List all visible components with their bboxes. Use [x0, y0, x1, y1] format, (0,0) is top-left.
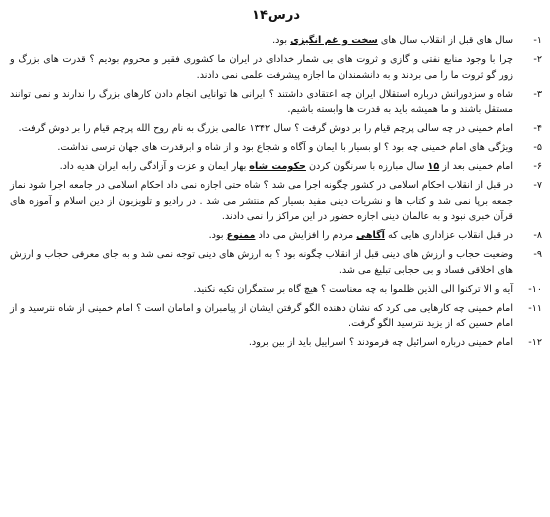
list-item-9	[10, 247, 542, 278]
item-text: شاه و سزدورانش درباره استقلال ایران چه اعتقادی داشتند ؟ ایرانی ها توانایی انجام دادن کارهای بزرگ را ندارند و نمی توانند مستقل باشند و ما همیشه باید به قدرت ها وابسته باشیم.	[10, 88, 513, 115]
list-item-10	[10, 282, 542, 298]
item-number: ۸-	[533, 230, 542, 241]
list-item-6	[10, 159, 542, 175]
item-number: ۴-	[533, 123, 542, 134]
emphasis-text: ممنوع	[226, 230, 256, 241]
emphasis-text: ۱۵	[427, 161, 440, 172]
item-text: وضعیت حجاب و ارزش های دینی قبل از انقلاب چگونه بود ؟ به ارزش های دینی توجه نمی شد و به جای معرفی حجاب و ارزش های اخلاقی فساد و بی حجابی تبلیغ می شد.	[10, 249, 513, 276]
item-number: ۱۰-	[528, 283, 542, 295]
item-text: آیه و الا ترکنوا الی الذین ظلموا به چه معناست ؟ هیچ گاه بر ستمگران تکیه نکنید.	[193, 283, 513, 295]
list-item-4	[10, 121, 542, 137]
item-number: ۵-	[533, 142, 542, 153]
item-text: سال های قبل از انقلاب سال های سخت و غم انگیزی بود.	[272, 35, 513, 46]
item-text: امام خمینی در چه سالی پرچم قیام را بر دوش گرفت ؟ سال ۱۳۴۲ عالمی بزرگ به نام روح الله پرچم قیام را بر دوش گرفت.	[18, 123, 513, 134]
list-item-3	[10, 87, 542, 118]
item-text: ویژگی های امام خمینی چه بود ؟ او بسیار با ایمان و آگاه و شجاع بود و از شاه و ابرقدرت های جهان ترسی نداشت.	[57, 142, 513, 153]
item-number: ۷-	[533, 180, 542, 191]
item-number: ۱-	[533, 35, 542, 46]
emphasis-text: آگاهی	[356, 230, 385, 241]
item-number: ۱۲-	[528, 337, 542, 348]
item-number: ۳-	[533, 88, 542, 100]
item-text: امام خمینی درباره اسرائیل چه فرمودند ؟ اسراییل باید از بین برود.	[248, 337, 513, 348]
item-number: ۲-	[533, 54, 542, 65]
list-item-7	[10, 178, 542, 225]
item-text: امام خمینی بعد از ۱۵ سال مبارزه با سرنگون کردن حکومت شاه بهار ایمان و عزت و آزادگی رابه ایران هدیه داد.	[59, 161, 513, 172]
list-item-11	[10, 301, 542, 332]
item-text: در قبل انقلاب عزاداری هایی که آگاهی مردم را افزایش می داد ممنوع بود.	[208, 230, 513, 241]
list-item-5	[10, 140, 542, 156]
item-text: چرا با وجود منابع نفتی و گازی و ثروت های بی شمار خدادای در ایران ما کشوری فقیر و محروم بودیم ؟ قدرت های بزرگ و زور گو ثروت ما را می بردند و به دانشمندان ما اجازه پیشرفت علمی نمی دادند.	[10, 54, 513, 81]
item-number: ۹-	[533, 249, 542, 260]
list-item-8	[10, 228, 542, 244]
list-item-2	[10, 52, 542, 83]
item-number: ۱۱-	[528, 302, 542, 314]
lesson-title: درس۱۴	[252, 8, 300, 23]
item-text: در قبل از انقلاب احکام اسلامی در کشور چگونه اجرا می شد ؟ شاه حتی اجازه نمی داد احکام اسلامی در جامعه اجرا شود نماز جمعه برپا نمی شد و کتاب ها و نشریات دینی مفید بسیار کم منتشر می شد . در رادیو و تلویزیون از دین اسلام و آموزه های قرآن خبری نبود و به عالمان دینی اجازه حضور در این مراکز را نمی دادند.	[10, 180, 513, 222]
list-item-12	[10, 335, 542, 351]
item-number: ۶-	[533, 161, 542, 172]
item-text: امام خمینی چه کارهایی می کرد که نشان دهنده الگو گرفتن ایشان از پیامبران و امامان است ؟ امام خمینی از شاه نترسید و از امام حسین که از یزید نترسید الگو گرفت.	[10, 302, 513, 329]
emphasis-text: حکومت شاه	[249, 161, 306, 172]
emphasis-text: سخت و غم انگیزی	[290, 35, 378, 46]
list-item-1	[10, 33, 542, 49]
